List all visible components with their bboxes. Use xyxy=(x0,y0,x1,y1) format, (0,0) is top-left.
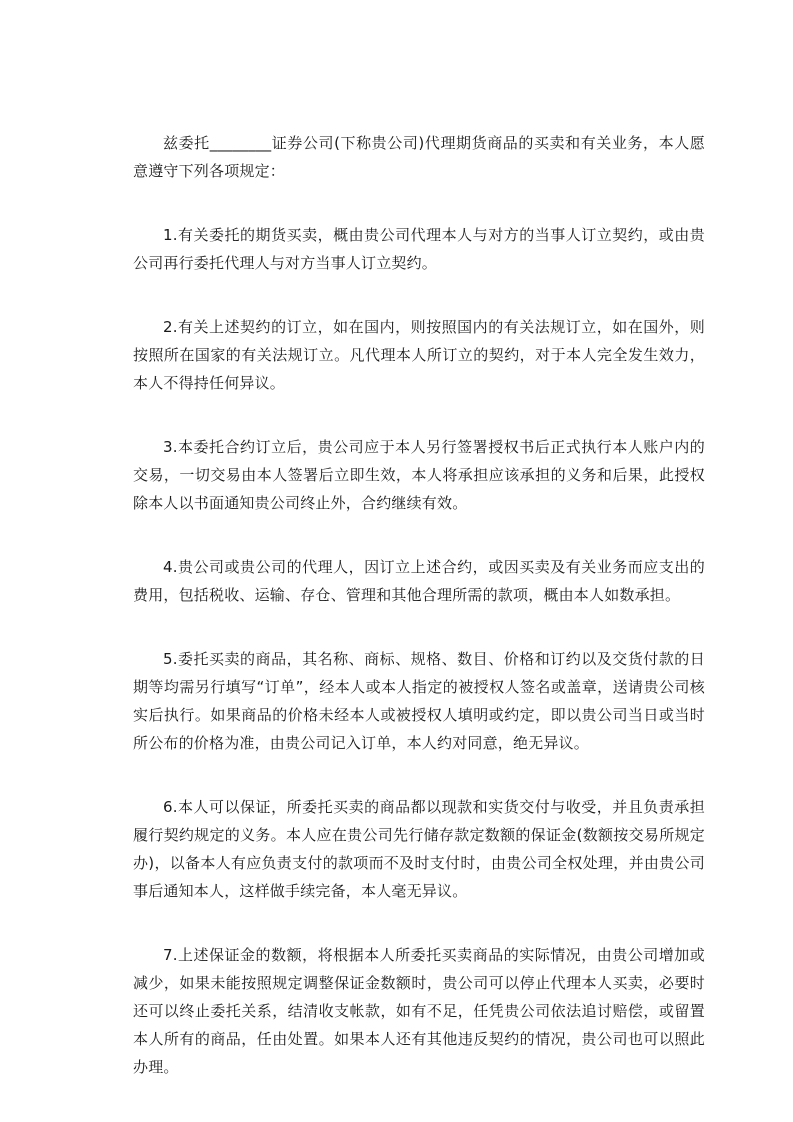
intro-paragraph: 兹委托________证券公司(下称贵公司)代理期货商品的买卖和有关业务，本人愿意遵守下列各项规定： xyxy=(133,134,705,180)
clause-6: 6.本人可以保证，所委托买卖的商品都以现款和实货交付与收受，并且负责承担履行契约规定的义务。本人应在贵公司先行储存款定数额的保证金(数额按交易所规定办)，以备本人有应负责支付的款项而不及时支付时，由贵公司全权处理，并由贵公司事后通知本人，这样做手续完备，本人毫无异议。 xyxy=(133,798,705,900)
document-body xyxy=(133,129,705,1117)
clause-7: 7.上述保证金的数额，将根据本人所委托买卖商品的实际情况，由贵公司增加或减少，如果未能按照规定调整保证金数额时，贵公司可以停止代理本人买卖，必要时还可以终止委托关系，结清收支帐款，如有不足，任凭贵公司依法追讨赔偿，或留置本人所有的商品，任由处置。如果本人还有其他违反契约的情况，贵公司也可以照此办理。 xyxy=(133,946,705,1076)
clause-3: 3.本委托合约订立后，贵公司应于本人另行签署授权书后正式执行本人账户内的交易，一切交易由本人签署后立即生效，本人将承担应该承担的义务和后果，此授权除本人以书面通知贵公司终止外，合约继续有效。 xyxy=(133,438,705,512)
clause-1: 1.有关委托的期货买卖，概由贵公司代理本人与对方的当事人订立契约，或由贵公司再行委托代理人与对方当事人订立契约。 xyxy=(133,226,705,272)
clause-5: 5.委托买卖的商品，其名称、商标、规格、数目、价格和订约以及交货付款的日期等均需另行填写“订单”，经本人或本人指定的被授权人签名或盖章，送请贵公司核实后执行。如果商品的价格未经本人或被授权人填明或约定，即以贵公司当日或当时所公布的价格为准，由贵公司记入订单，本人约对同意，绝无异议。 xyxy=(133,650,705,752)
clause-2: 2.有关上述契约的订立，如在国内，则按照国内的有关法规订立，如在国外，则按照所在国家的有关法规订立。凡代理本人所订立的契约，对于本人完全发生效力，本人不得持任何异议。 xyxy=(133,318,705,392)
clause-4: 4.贵公司或贵公司的代理人，因订立上述合约，或因买卖及有关业务而应支出的费用，包括税收、运输、存仓、管理和其他合理所需的款项，概由本人如数承担。 xyxy=(133,558,705,604)
